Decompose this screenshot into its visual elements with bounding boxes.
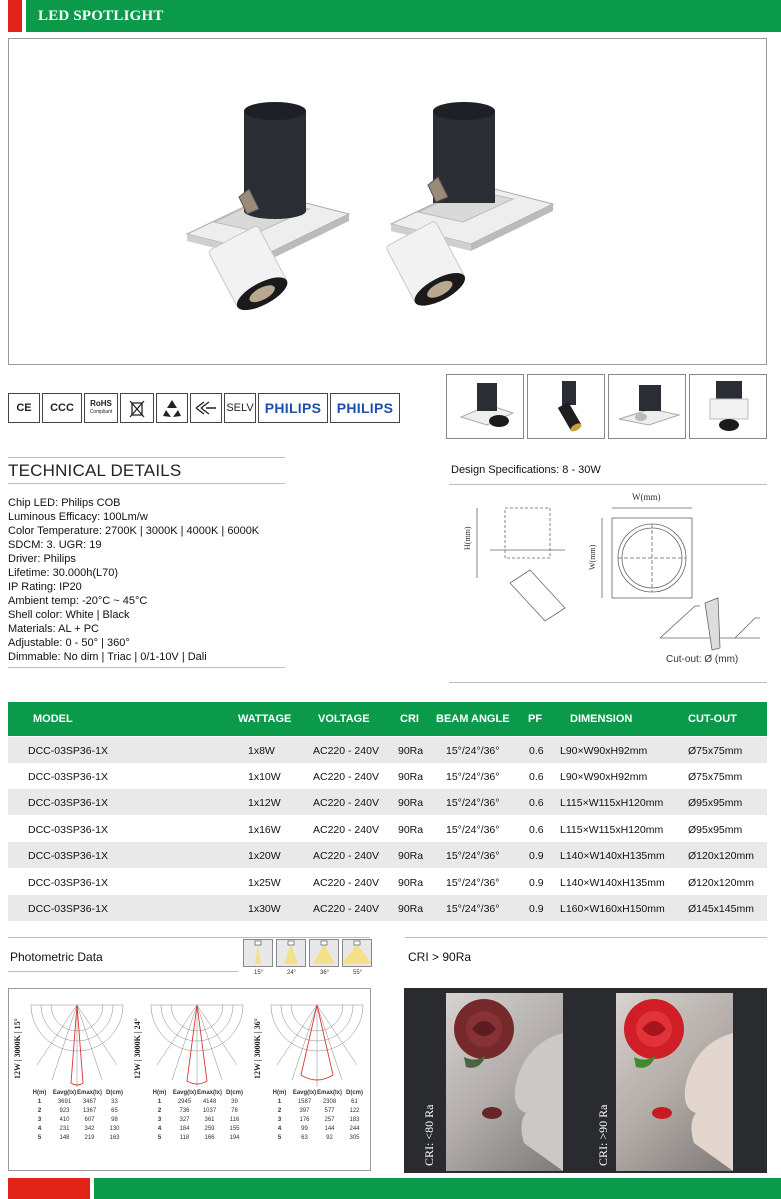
- chart-label: 12W | 3000K | 24°: [133, 1018, 142, 1079]
- beam-55-icon: [342, 939, 372, 967]
- philips-logo: PHILIPS: [258, 393, 328, 423]
- table-row: DCC-03SP36-1X 1x30W AC220 - 240V 90Ra 15°/24°/36° 0.9 L160×W160xH150mm Ø145x145mm: [8, 895, 767, 921]
- cri-high-label: CRI: >90 Ra: [596, 1104, 610, 1166]
- divider: [449, 484, 767, 485]
- spec-item: Luminous Efficacy: 100Lm/w: [8, 511, 148, 523]
- spec-item: Lifetime: 30.000h(L70): [8, 567, 119, 579]
- spotlight-illustration: [9, 39, 766, 364]
- table-row: DCC-03SP36-1X 1x12W AC220 - 240V 90Ra 15°/24°/36° 0.6 L115×W115xH120mm Ø95x95mm: [8, 789, 767, 815]
- thumbnail-white-spotlight: [446, 374, 524, 439]
- divider: [449, 682, 767, 683]
- spec-item: Color Temperature: 2700K | 3000K | 4000K | 6000K: [8, 525, 260, 537]
- spec-item: Dimmable: No dim | Triac | 0/1-10V | Dali: [8, 651, 207, 663]
- col-wattage: WATTAGE: [238, 713, 292, 725]
- eac-mark-icon: [190, 393, 222, 423]
- beam-label: 55°: [353, 970, 363, 976]
- spec-item: SDCM: 3. UGR: 19: [8, 539, 102, 551]
- chart-label: 12W | 3000K | 15°: [13, 1018, 22, 1079]
- header-accent-red: [8, 0, 22, 32]
- footer-bar: [94, 1178, 781, 1199]
- beam-24-icon: [276, 939, 306, 967]
- ccc-mark-icon: CCC: [42, 393, 82, 423]
- footer-accent-red: [8, 1178, 90, 1199]
- col-model: MODEL: [33, 713, 73, 725]
- cri-low-face-image: [446, 993, 563, 1171]
- width-side-label: W(mm): [588, 544, 597, 570]
- col-beam-angle: BEAM ANGLE: [436, 713, 510, 725]
- cri-high-face-image: [616, 993, 733, 1171]
- product-hero-image: [8, 38, 767, 365]
- design-specs-heading: Design Specifications: 8 - 30W: [451, 464, 601, 476]
- divider: [8, 971, 238, 972]
- width-label: W(mm): [632, 492, 661, 502]
- table-row: DCC-03SP36-1X 1x20W AC220 - 240V 90Ra 15°/24°/36° 0.9 L140×W140xH135mm Ø120x120mm: [8, 842, 767, 868]
- certification-logos: [8, 393, 400, 423]
- col-cri: CRI: [400, 713, 419, 725]
- chart-label: 12W | 3000K | 36°: [253, 1018, 262, 1079]
- photometric-table: H(m) Eavg(lx) Emax(lx) D(cm) 1 2945 4148 39 2 736 1037 78 3 327 361 116 4 184 259 155 5 118 166 194: [152, 1090, 243, 1141]
- beam-label: 24°: [287, 970, 297, 976]
- polar-diagram: [267, 995, 367, 1090]
- table-row: DCC-03SP36-1X 1x8W AC220 - 240V 90Ra 15°/24°/36° 0.6 L90×W90xH92mm Ø75x75mm: [8, 737, 767, 763]
- selv-mark: SELV: [224, 393, 256, 423]
- spec-item: Adjustable: 0 - 50° | 360°: [8, 637, 130, 649]
- table-header: [8, 702, 767, 736]
- spec-item: Ambient temp: -20°C ~ 45°C: [8, 595, 148, 607]
- photometric-heading: Photometric Data: [10, 950, 103, 964]
- ce-mark-icon: CE: [8, 393, 40, 423]
- thumbnail-black-spotlight: [527, 374, 605, 439]
- weee-bin-icon: [120, 393, 154, 423]
- cri-low-label: CRI: <80 Ra: [422, 1104, 436, 1166]
- spec-item: Chip LED: Philips COB: [8, 497, 121, 509]
- spec-item: Shell color: White | Black: [8, 609, 130, 621]
- col-dimension: DIMENSION: [570, 713, 633, 725]
- spec-item: Driver: Philips: [8, 553, 76, 565]
- col-voltage: VOLTAGE: [318, 713, 370, 725]
- col-pf: PF: [528, 713, 543, 725]
- dimension-diagram: [450, 488, 770, 678]
- recycle-icon: [156, 393, 188, 423]
- thumbnail-side-view: [608, 374, 686, 439]
- table-row: DCC-03SP36-1X 1x25W AC220 - 240V 90Ra 15°/24°/36° 0.9 L140×W140xH135mm Ø120x120mm: [28, 877, 754, 889]
- cutout-label: Cut-out: Ø (mm): [666, 654, 739, 665]
- thumbnail-front-view: [689, 374, 767, 439]
- spec-item: IP Rating: IP20: [8, 581, 82, 593]
- divider: [8, 667, 285, 668]
- divider: [8, 937, 370, 938]
- beam-36-icon: [309, 939, 339, 967]
- divider: [8, 483, 285, 484]
- height-label: H(mm): [463, 526, 472, 550]
- beam-label: 15°: [254, 970, 264, 976]
- rohs-mark-icon: RoHS Compliant: [84, 393, 118, 423]
- technical-details-heading: TECHNICAL DETAILS: [8, 461, 182, 480]
- spec-item: Materials: AL + PC: [8, 623, 99, 635]
- col-cutout: CUT-OUT: [688, 713, 737, 725]
- table-row: DCC-03SP36-1X 1x16W AC220 - 240V 90Ra 15°/24°/36° 0.6 L115×W115xH120mm Ø95x95mm: [28, 824, 743, 836]
- table-row: DCC-03SP36-1X 1x10W AC220 - 240V 90Ra 15°/24°/36° 0.6 L90×W90xH92mm Ø75x75mm: [28, 771, 743, 783]
- technical-specs-list: [8, 496, 259, 664]
- polar-diagram: [147, 995, 247, 1090]
- photometric-table: H(m) Eavg(lx) Emax(lx) D(cm) 1 1587 2308 61 2 397 577 122 3 176 257 183 4 99 144 244 5 63 92 305: [272, 1090, 363, 1141]
- philips-logo: PHILIPS: [330, 393, 400, 423]
- photometric-panel: [8, 988, 371, 1171]
- divider: [405, 937, 767, 938]
- page-title: LED SPOTLIGHT: [38, 8, 164, 24]
- photometric-table: H(m) Eavg(lx) Emax(lx) D(cm) 1 3691 3467 33 2 923 1367 65 3 410 607 98 4 231 342 130 5 148 219 163: [32, 1090, 123, 1141]
- beam-label: 36°: [320, 970, 330, 976]
- cri-heading: CRI > 90Ra: [408, 950, 472, 964]
- cri-comparison-image: [404, 988, 767, 1173]
- divider: [8, 457, 285, 458]
- spotlight-right: [385, 102, 553, 312]
- beam-angle-icons: [243, 939, 372, 967]
- beam-15-icon: [243, 939, 273, 967]
- product-thumbnails: [446, 374, 767, 439]
- polar-diagram: [27, 995, 127, 1090]
- spotlight-left: [187, 102, 349, 317]
